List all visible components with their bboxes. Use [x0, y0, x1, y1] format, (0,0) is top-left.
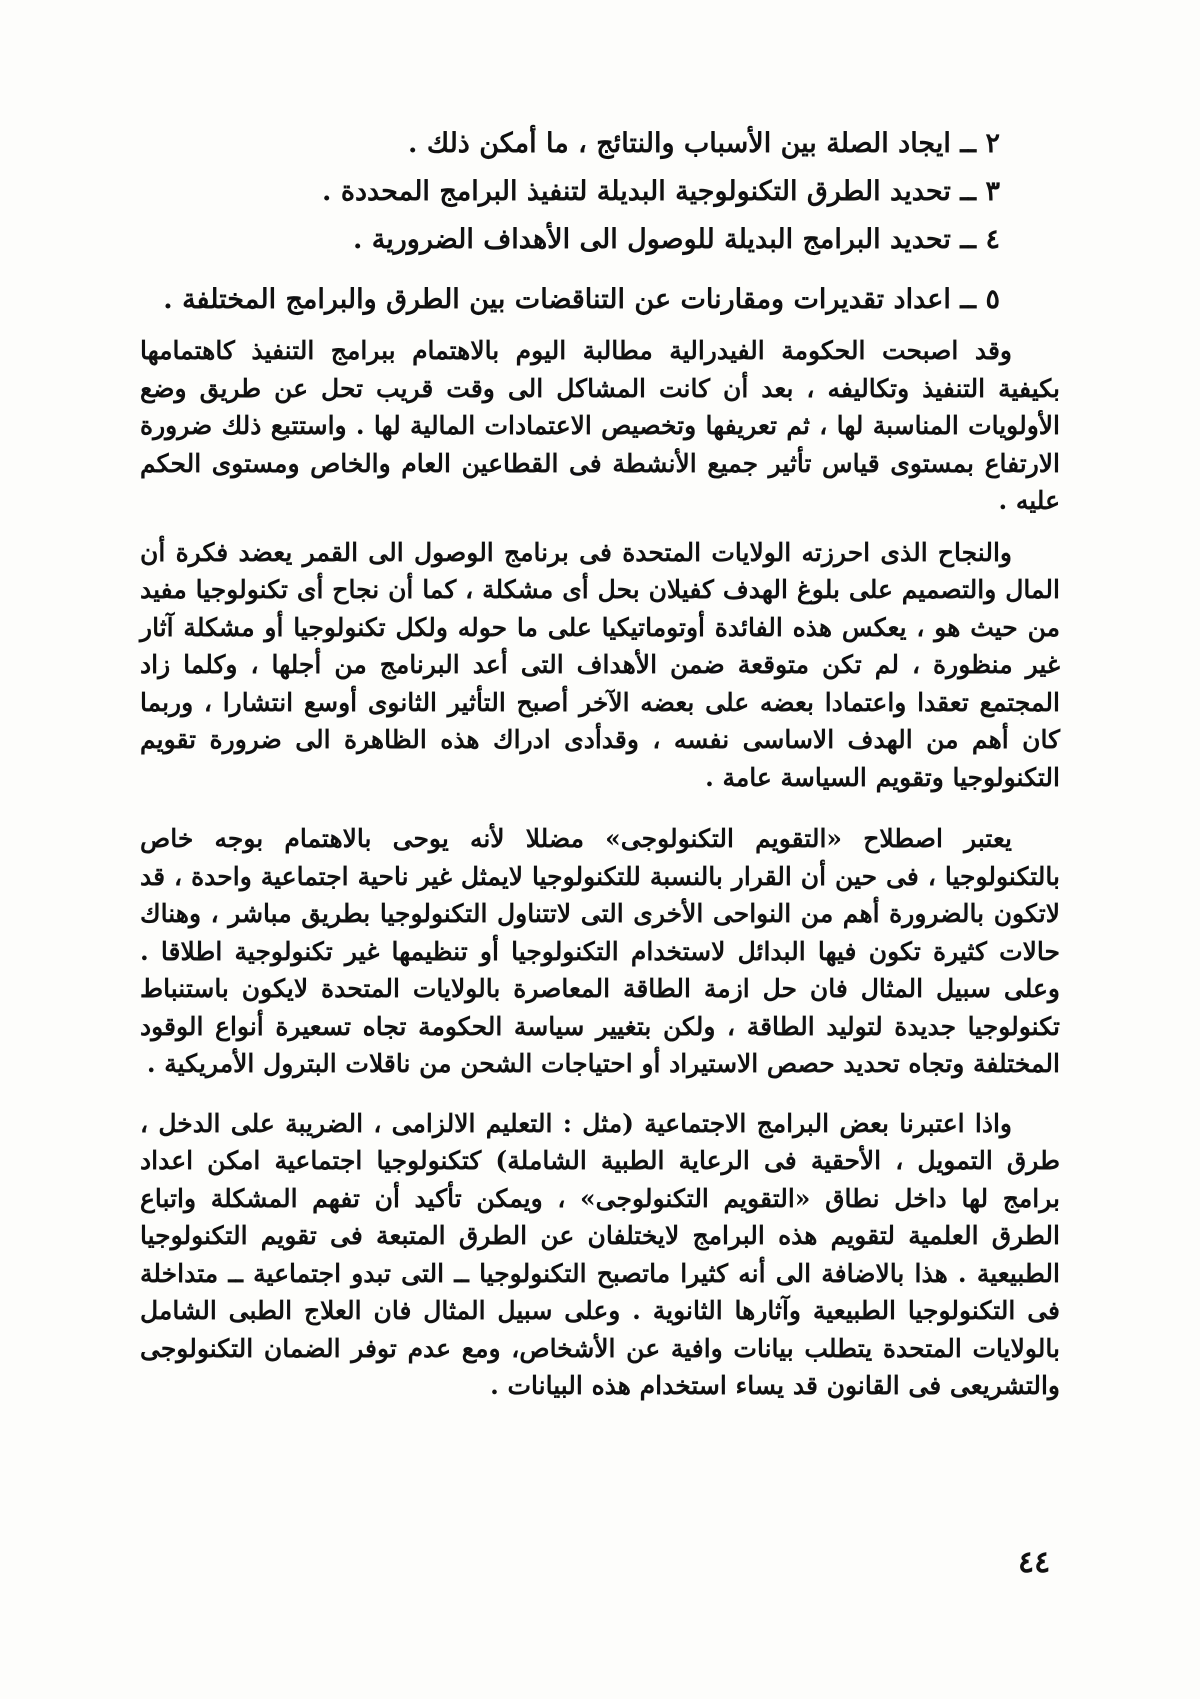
list-item: ٥ ــ اعداد تقديرات ومقارنات عن التناقضات بين الطرق والبرامج المختلفة . — [163, 284, 1000, 315]
paragraph: واذا اعتبرنا بعض البرامج الاجتماعية (مثل : التعليم الالزامى ، الضريبة على الدخل ، طرق التمويل ، الأحقية فى الرعاية الطبية الشاملة) كتكنولوجيا اجتماعية امكن اعداد برامج لها داخل نطاق «التقويم التكنولوجى» ، ويمكن تأكيد أن تفهم المشكلة واتباع الطرق العلمية لتقويم هذه البرامج لايختلفان عن الطرق المتبعة فى تقويم التكنولوجيا الطبيعية . هذا بالاضافة الى أنه كثيرا ماتصبح التكنولوجيا ــ التى تبدو اجتماعية ــ متداخلة فى التكنولوجيا الطبيعية وآثارها الثانوية . وعلى سبيل المثال فان العلاج الطبى الشامل بالولايات المتحدة يتطلب بيانات وافية عن الأشخاص، ومع عدم توفر الضمان التكنولوجى والتشريعى فى القانون قد يساء استخدام هذه البيانات . — [140, 1108, 1060, 1400]
page-number: ٤٤ — [1018, 1545, 1051, 1580]
list-item: ٣ ــ تحديد الطرق التكنولوجية البديلة لتنفيذ البرامج المحددة . — [322, 176, 1000, 207]
list-item: ٢ ــ ايجاد الصلة بين الأسباب والنتائج ، ما أمكن ذلك . — [408, 128, 1000, 159]
paragraph: وقد اصبحت الحكومة الفيدرالية مطالبة اليوم بالاهتمام ببرامج التنفيذ كاهتمامها بكيفية التنفيذ وتكاليفه ، بعد أن كانت المشاكل الى وقت قريب تحل عن طريق وضع الأولويات المناسبة لها ، ثم تعريفها وتخصيص الاعتمادات المالية لها . واستتبع ذلك ضرورة الارتفاع بمستوى قياس تأثير جميع الأنشطة فى القطاعين العام والخاص ومستوى الحكم عليه . — [140, 336, 1060, 515]
numbered-list — [140, 120, 1060, 324]
paragraph: يعتبر اصطلاح «التقويم التكنولوجى» مضللا لأنه يوحى بالاهتمام بوجه خاص بالتكنولوجيا ، فى حين أن القرار بالنسبة للتكنولوجيا لايمثل غير ناحية اجتماعية واحدة ، قد لاتكون بالضرورة أهم من النواحى الأخرى التى لاتتناول التكنولوجيا بطريق مباشر ، وهناك حالات كثيرة تكون فيها البدائل لاستخدام التكنولوجيا أو تنظيمها غير تكنولوجية اطلاقا . وعلى سبيل المثال فان حل ازمة الطاقة المعاصرة بالولايات المتحدة لايكون باستنباط تكنولوجيا جديدة لتوليد الطاقة ، ولكن بتغيير سياسة الحكومة تجاه تسعيرة أنواع الوقود المختلفة وتجاه تحديد حصص الاستيراد أو احتياجات الشحن من ناقلات البترول الأمريكية . — [140, 824, 1060, 1078]
list-item: ٤ ــ تحديد البرامج البديلة للوصول الى الأهداف الضرورية . — [352, 224, 1000, 255]
paragraph: والنجاح الذى احرزته الولايات المتحدة فى برنامج الوصول الى القمر يعضد فكرة أن المال والتصميم على بلوغ الهدف كفيلان بحل أى مشكلة ، كما أن نجاح أى تكنولوجيا مفيد من حيث هو ، يعكس هذه الفائدة أوتوماتيكيا على ما حوله ولكل تكنولوجيا أو مشكلة آثار غير منظورة ، لم تكن متوقعة ضمن الأهداف التى أعد البرنامج من أجلها ، وكلما زاد المجتمع تعقدا واعتمادا بعضه على بعضه الآخر أصبح التأثير الثانوى أوسع انتشارا ، وربما كان أهم من الهدف الاساسى نفسه ، وقدأدى ادراك هذه الظاهرة الى ضرورة تقويم التكنولوجيا وتقويم السياسة عامة . — [140, 537, 1060, 792]
page-body — [140, 120, 1060, 1405]
